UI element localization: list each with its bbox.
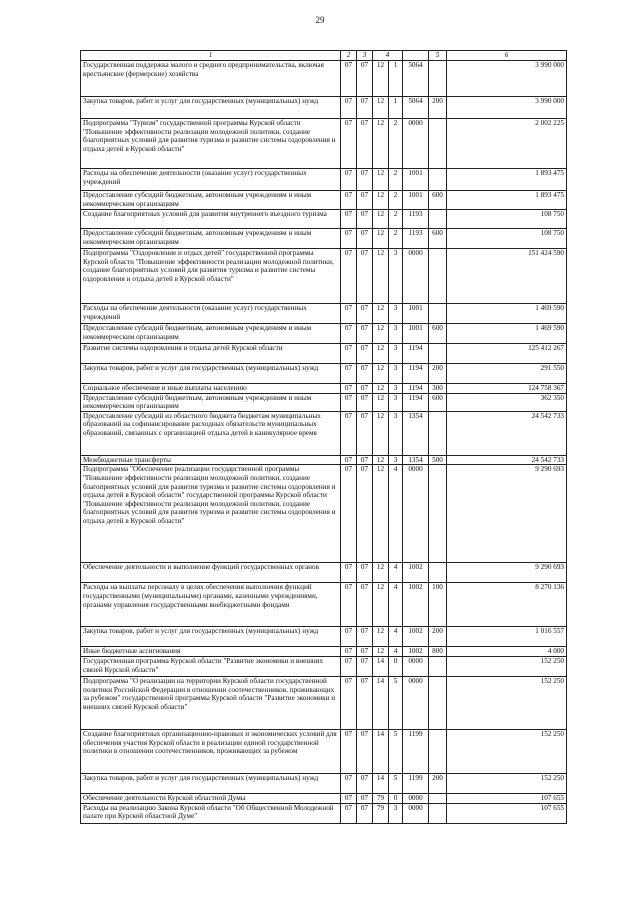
row-name: Закупка товаров, работ и услуг для государственных (муниципальных) нужд	[81, 773, 341, 793]
row-vr: 200	[429, 627, 447, 647]
row-pr: 07	[357, 455, 373, 465]
row-name: Подпрограмма "Оздоровление и отдых детей" государственной программы Курской области "Повышение эффективности реализации молодежной политики, создание благоприятных условий для развития туризма и развитие системы оздоровления и отдыха детей в Курской области"	[81, 249, 341, 304]
row-vr: 600	[429, 191, 447, 210]
row-vr: 200	[429, 97, 447, 119]
budget-table	[80, 50, 567, 824]
page-number: 29	[315, 15, 325, 25]
table-row	[81, 656, 567, 676]
row-c3: 1002	[403, 647, 429, 657]
header-vr: 5	[429, 51, 447, 61]
row-c2: 2	[389, 210, 403, 229]
row-rz: 07	[341, 647, 357, 657]
row-c2: 3	[389, 344, 403, 364]
row-amount: 124 758 367	[447, 384, 567, 394]
header-name: 1	[81, 51, 341, 61]
row-vr	[429, 210, 447, 229]
row-c3: 1194	[403, 344, 429, 364]
row-name: Подпрограмма "Обеспечение реализации государственной программы "Повышение эффективности реализации молодежной политики, создание благоприятных условий для развития туризма и развитие системы оздоровления и отдыха детей в Курской области" государственной программы Курской области "Повышение эффективности реализации молодежной политики, создание благоприятных условий для развития туризма и развитие системы оздоровления и отдыха детей в Курской области"	[81, 465, 341, 563]
row-amount: 125 412 267	[447, 344, 567, 364]
table-row	[81, 249, 567, 304]
row-amount: 24 542 733	[447, 455, 567, 465]
row-name: Иные бюджетные ассигнования	[81, 647, 341, 657]
row-vr	[429, 676, 447, 729]
row-c2: 3	[389, 364, 403, 384]
row-rz: 07	[341, 384, 357, 394]
row-name: Обеспечение деятельности Курской областной Думы	[81, 793, 341, 803]
row-c3: 1194	[403, 364, 429, 384]
row-c3: 0000	[403, 793, 429, 803]
row-c2: 4	[389, 583, 403, 627]
row-name: Социальное обеспечение и иные выплаты населению	[81, 384, 341, 394]
header-pr: 3	[357, 51, 373, 61]
row-vr: 600	[429, 324, 447, 344]
row-c1: 12	[373, 465, 389, 563]
table-row	[81, 119, 567, 169]
row-rz: 07	[341, 563, 357, 583]
table-row	[81, 793, 567, 803]
row-vr	[429, 169, 447, 191]
row-c2: 1	[389, 97, 403, 119]
row-vr: 600	[429, 229, 447, 249]
row-rz: 07	[341, 61, 357, 97]
table-row	[81, 324, 567, 344]
table-row	[81, 465, 567, 563]
row-amount: 152 250	[447, 729, 567, 773]
row-c1: 12	[373, 210, 389, 229]
row-c2: 5	[389, 729, 403, 773]
row-c1: 12	[373, 583, 389, 627]
row-pr: 07	[357, 583, 373, 627]
row-rz: 07	[341, 627, 357, 647]
row-c2: 0	[389, 793, 403, 803]
row-c1: 79	[373, 803, 389, 823]
table-row	[81, 210, 567, 229]
row-pr: 07	[357, 61, 373, 97]
row-rz: 07	[341, 656, 357, 676]
row-pr: 07	[357, 793, 373, 803]
table-body	[81, 61, 567, 824]
row-pr: 07	[357, 773, 373, 793]
row-c1: 12	[373, 249, 389, 304]
row-rz: 07	[341, 803, 357, 823]
table-row	[81, 647, 567, 657]
row-c3: 1194	[403, 393, 429, 411]
row-c1: 12	[373, 364, 389, 384]
row-c3: 1001	[403, 191, 429, 210]
header-csr-code	[403, 51, 429, 61]
row-c1: 12	[373, 169, 389, 191]
row-amount: 152 250	[447, 676, 567, 729]
table-row	[81, 803, 567, 823]
row-rz: 07	[341, 465, 357, 563]
row-c2: 1	[389, 61, 403, 97]
row-c3: 1354	[403, 411, 429, 455]
row-rz: 07	[341, 119, 357, 169]
row-rz: 07	[341, 97, 357, 119]
row-c2: 3	[389, 803, 403, 823]
row-c3: 0000	[403, 656, 429, 676]
row-amount: 9 290 693	[447, 465, 567, 563]
row-c3: 0000	[403, 676, 429, 729]
row-pr: 07	[357, 656, 373, 676]
table-row	[81, 563, 567, 583]
table-row	[81, 627, 567, 647]
row-amount: 108 750	[447, 229, 567, 249]
row-c3: 1001	[403, 304, 429, 324]
row-c2: 4	[389, 465, 403, 563]
table-row	[81, 583, 567, 627]
table-row	[81, 169, 567, 191]
row-pr: 07	[357, 627, 373, 647]
row-c3: 0000	[403, 803, 429, 823]
row-c1: 14	[373, 676, 389, 729]
row-c2: 2	[389, 229, 403, 249]
row-amount: 8 270 136	[447, 583, 567, 627]
row-c1: 12	[373, 61, 389, 97]
row-c2: 5	[389, 676, 403, 729]
row-c1: 79	[373, 793, 389, 803]
row-pr: 07	[357, 676, 373, 729]
row-vr: 200	[429, 364, 447, 384]
row-c3: 1193	[403, 229, 429, 249]
row-c3: 0000	[403, 119, 429, 169]
row-c3: 1193	[403, 210, 429, 229]
row-pr: 07	[357, 563, 373, 583]
row-vr	[429, 803, 447, 823]
row-pr: 07	[357, 393, 373, 411]
row-c3: 1354	[403, 455, 429, 465]
row-vr	[429, 344, 447, 364]
row-name: Предоставление субсидий бюджетным, автономным учреждениям и иным некоммерческим организациям	[81, 324, 341, 344]
row-rz: 07	[341, 411, 357, 455]
row-amount: 3 990 000	[447, 61, 567, 97]
row-vr: 800	[429, 647, 447, 657]
row-c3: 1001	[403, 324, 429, 344]
row-name: Предоставление субсидий бюджетным, автономным учреждениям и иным некоммерческим организациям	[81, 229, 341, 249]
row-amount: 291 550	[447, 364, 567, 384]
row-vr	[429, 411, 447, 455]
table-row	[81, 97, 567, 119]
row-c3: 5064	[403, 61, 429, 97]
row-amount: 362 350	[447, 393, 567, 411]
row-c3: 1199	[403, 729, 429, 773]
row-amount: 1 469 590	[447, 324, 567, 344]
row-vr: 200	[429, 773, 447, 793]
row-vr: 500	[429, 455, 447, 465]
table-row	[81, 773, 567, 793]
row-c1: 12	[373, 119, 389, 169]
row-c1: 14	[373, 729, 389, 773]
row-name: Закупка товаров, работ и услуг для государственных (муниципальных) нужд	[81, 97, 341, 119]
row-amount: 3 990 000	[447, 97, 567, 119]
row-pr: 07	[357, 344, 373, 364]
row-c2: 3	[389, 411, 403, 455]
row-c2: 4	[389, 647, 403, 657]
row-c2: 2	[389, 191, 403, 210]
row-pr: 07	[357, 411, 373, 455]
row-name: Предоставление субсидий бюджетным, автономным учреждениям и иным некоммерческим организациям	[81, 393, 341, 411]
row-name: Предоставление субсидий из областного бюджета бюджетам муниципальных образований на софинансирование расходных обязательств муниципальных образований, связанных с организацией отдыха детей в каникулярное время	[81, 411, 341, 455]
row-amount: 152 250	[447, 773, 567, 793]
row-pr: 07	[357, 191, 373, 210]
row-c1: 12	[373, 384, 389, 394]
row-c3: 0000	[403, 465, 429, 563]
row-rz: 07	[341, 344, 357, 364]
row-name: Расходы на обеспечение деятельности (оказание услуг) государственных учреждений	[81, 169, 341, 191]
row-vr	[429, 656, 447, 676]
table-row	[81, 191, 567, 210]
row-c1: 12	[373, 411, 389, 455]
table-row	[81, 676, 567, 729]
row-rz: 07	[341, 249, 357, 304]
row-vr: 100	[429, 583, 447, 627]
row-name: Закупка товаров, работ и услуг для государственных (муниципальных) нужд	[81, 364, 341, 384]
row-pr: 07	[357, 210, 373, 229]
row-c1: 12	[373, 344, 389, 364]
row-name: Межбюджетные трансферты	[81, 455, 341, 465]
row-rz: 07	[341, 793, 357, 803]
row-c1: 12	[373, 324, 389, 344]
row-c3: 0000	[403, 249, 429, 304]
row-vr	[429, 563, 447, 583]
row-vr	[429, 465, 447, 563]
row-name: Государственная программа Курской области "Развитие экономики и внешних связей Курской области"	[81, 656, 341, 676]
header-rz: 2	[341, 51, 357, 61]
row-vr: 300	[429, 384, 447, 394]
table-row	[81, 393, 567, 411]
row-c2: 0	[389, 656, 403, 676]
row-c2: 3	[389, 384, 403, 394]
row-amount: 4 000	[447, 647, 567, 657]
row-c2: 3	[389, 455, 403, 465]
row-rz: 07	[341, 583, 357, 627]
row-c2: 3	[389, 304, 403, 324]
row-c1: 14	[373, 656, 389, 676]
row-vr	[429, 119, 447, 169]
table-row	[81, 229, 567, 249]
row-name: Расходы на обеспечение деятельности (оказание услуг) государственных учреждений	[81, 304, 341, 324]
row-amount: 152 250	[447, 656, 567, 676]
row-rz: 07	[341, 210, 357, 229]
row-name: Подпрограмма "Туризм" государственной программы Курской области "Повышение эффективности реализации молодежной политики, создание благоприятных условий для развития туризма и развитие системы оздоровления и отдыха детей в Курской области"	[81, 119, 341, 169]
row-c2: 2	[389, 169, 403, 191]
row-pr: 07	[357, 803, 373, 823]
row-vr	[429, 793, 447, 803]
row-amount: 1 893 475	[447, 169, 567, 191]
row-vr: 600	[429, 393, 447, 411]
table-row	[81, 384, 567, 394]
row-name: Создание благоприятных условий для развития внутреннего въездного туризма	[81, 210, 341, 229]
row-amount: 1 469 590	[447, 304, 567, 324]
header-row	[81, 51, 567, 61]
row-c3: 1001	[403, 169, 429, 191]
row-pr: 07	[357, 169, 373, 191]
row-amount: 1 893 475	[447, 191, 567, 210]
row-rz: 07	[341, 676, 357, 729]
row-amount: 2 002 225	[447, 119, 567, 169]
row-c2: 3	[389, 249, 403, 304]
row-name: Закупка товаров, работ и услуг для государственных (муниципальных) нужд	[81, 627, 341, 647]
table-row	[81, 344, 567, 364]
row-c1: 12	[373, 191, 389, 210]
row-amount: 151 424 590	[447, 249, 567, 304]
row-rz: 07	[341, 729, 357, 773]
row-pr: 07	[357, 97, 373, 119]
row-c2: 4	[389, 563, 403, 583]
row-vr	[429, 729, 447, 773]
row-c1: 12	[373, 97, 389, 119]
row-name: Развитие системы оздоровления и отдыха детей Курской области	[81, 344, 341, 364]
table-row	[81, 455, 567, 465]
table-row	[81, 729, 567, 773]
row-name: Подпрограмма "О реализации на территории Курской области государственной политики Российской Федерации в отношении соотечественников, проживающих за рубежом" государственной программы Курской области "Развитие экономики и внешних связей Курской области"	[81, 676, 341, 729]
row-name: Предоставление субсидий бюджетным, автономным учреждениям и иным некоммерческим организациям	[81, 191, 341, 210]
header-amount: 6	[447, 51, 567, 61]
row-pr: 07	[357, 119, 373, 169]
row-name: Расходы на реализацию Закона Курской области "Об Общественной Молодежной палате при Курской областной Думе"	[81, 803, 341, 823]
row-c1: 12	[373, 647, 389, 657]
row-amount: 108 750	[447, 210, 567, 229]
row-vr	[429, 249, 447, 304]
row-vr	[429, 61, 447, 97]
row-c2: 3	[389, 324, 403, 344]
row-pr: 07	[357, 229, 373, 249]
row-c1: 12	[373, 393, 389, 411]
row-rz: 07	[341, 191, 357, 210]
row-rz: 07	[341, 229, 357, 249]
row-pr: 07	[357, 384, 373, 394]
row-amount: 9 290 693	[447, 563, 567, 583]
table-row	[81, 61, 567, 97]
row-pr: 07	[357, 729, 373, 773]
table-row	[81, 411, 567, 455]
row-rz: 07	[341, 304, 357, 324]
row-rz: 07	[341, 169, 357, 191]
row-pr: 07	[357, 647, 373, 657]
row-name: Расходы на выплаты персоналу в целях обеспечения выполнения функций государственными (муниципальными) органами, казенными учреждениями, органами управления государственными внебюджетными фондами	[81, 583, 341, 627]
row-pr: 07	[357, 465, 373, 563]
row-c1: 12	[373, 563, 389, 583]
row-c2: 3	[389, 393, 403, 411]
row-rz: 07	[341, 324, 357, 344]
row-rz: 07	[341, 364, 357, 384]
header-csr: 4	[373, 51, 403, 61]
table-row	[81, 364, 567, 384]
row-c2: 4	[389, 627, 403, 647]
row-name: Создание благоприятных организационно-правовых и экономических условий для обеспечения участия Курской области в реализации единой государственной политики в отношении соотечественников, проживающих за рубежом	[81, 729, 341, 773]
row-c1: 14	[373, 773, 389, 793]
row-pr: 07	[357, 249, 373, 304]
row-amount: 107 655	[447, 793, 567, 803]
row-amount: 107 655	[447, 803, 567, 823]
row-c3: 1002	[403, 583, 429, 627]
row-c3: 1199	[403, 773, 429, 793]
row-c3: 1002	[403, 627, 429, 647]
row-vr	[429, 304, 447, 324]
row-name: Государственная поддержка малого и среднего предпринимательства, включая крестьянские (фермерские) хозяйства	[81, 61, 341, 97]
row-amount: 24 542 733	[447, 411, 567, 455]
row-c1: 12	[373, 229, 389, 249]
table-row	[81, 304, 567, 324]
row-amount: 1 016 557	[447, 627, 567, 647]
row-c2: 5	[389, 773, 403, 793]
row-c1: 12	[373, 627, 389, 647]
row-c2: 2	[389, 119, 403, 169]
row-rz: 07	[341, 393, 357, 411]
row-c3: 1194	[403, 384, 429, 394]
row-pr: 07	[357, 304, 373, 324]
row-rz: 07	[341, 773, 357, 793]
row-pr: 07	[357, 364, 373, 384]
row-name: Обеспечение деятельности и выполнение функций государственных органов	[81, 563, 341, 583]
row-pr: 07	[357, 324, 373, 344]
row-c1: 12	[373, 455, 389, 465]
row-c3: 5064	[403, 97, 429, 119]
row-c1: 12	[373, 304, 389, 324]
row-rz: 07	[341, 455, 357, 465]
row-c3: 1002	[403, 563, 429, 583]
